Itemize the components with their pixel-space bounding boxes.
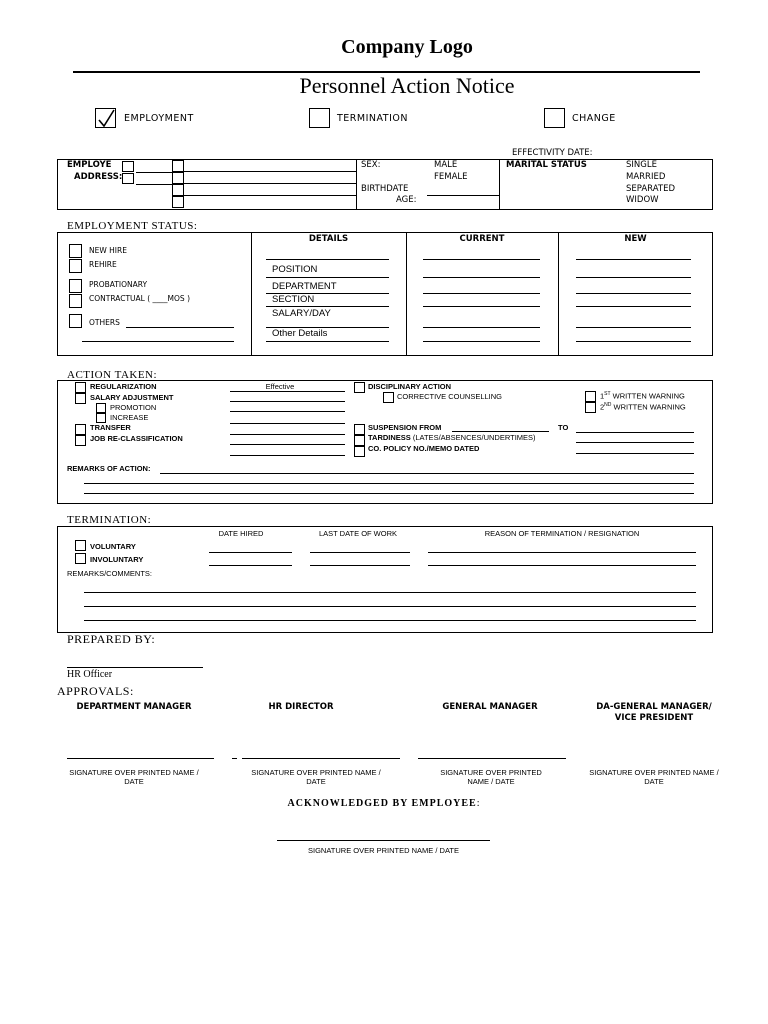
age-label: AGE: [396,195,417,205]
hr-officer-label: HR Officer [67,669,113,680]
contractual-label: CONTRACTUAL ( ____MOS ) [89,294,190,303]
warning-1-sup: ST [604,391,611,397]
marital-status-label: MARITAL STATUS [506,160,587,170]
marital-widow[interactable]: WIDOW [626,195,659,205]
new-hire-checkbox[interactable] [69,244,82,258]
last-date-header: LAST DATE OF WORK [318,529,398,538]
effective-field-6[interactable] [230,444,345,445]
status-divider-2 [406,232,407,356]
new-field-4[interactable] [576,306,691,307]
warning-2-sup: ND [604,402,612,408]
col-new: NEW [624,234,647,244]
employee-box-1[interactable] [122,161,134,172]
termination-label: TERMINATION [337,113,408,124]
role-hr-director: HR DIRECTOR [268,702,334,712]
action-taken-title-b: EN: [137,369,158,381]
info-divider-2 [499,159,500,210]
acknowledged-title [0,798,768,809]
current-field-6[interactable] [423,341,540,342]
suspension-label: SUSPENSION FROM [368,423,442,432]
hr-director-signature-line[interactable] [242,758,400,759]
termination-checkbox[interactable] [309,108,330,128]
company-logo: Company Logo [341,36,473,58]
term-remarks-line-3[interactable] [84,620,696,621]
warning-1-checkbox[interactable] [585,391,596,402]
sig-caption-2-line2: DATE [306,777,326,786]
remarks-line-2[interactable] [84,483,694,484]
warning-1-num: 1 [600,391,605,401]
remarks-comments-label: REMARKS/COMMENTS: [67,569,153,578]
detail-line-0 [266,259,389,260]
date-hired-field-1[interactable] [209,552,292,553]
role-vice-president: VICE PRESIDENT [614,713,694,723]
sig-caption-1-line1: SIGNATURE OVER PRINTED NAME / [69,768,199,777]
current-field-3[interactable] [423,293,540,294]
transfer-label: TRANSFER [90,423,131,432]
name-line [184,171,356,172]
status-divider-3 [558,232,559,356]
others-line-1 [126,327,234,328]
current-field-5[interactable] [423,327,540,328]
last-date-field-2[interactable] [310,565,410,566]
effective-field-1[interactable] [230,391,345,392]
prepared-by-title: PREPARED BY: [67,632,156,646]
others-line-2 [82,341,234,342]
effective-field-5[interactable] [230,434,345,435]
change-checkbox[interactable] [544,108,565,128]
marital-separated[interactable]: SEPARATED [626,184,675,194]
birthdate-label: BIRTHDATE [361,184,409,194]
sex-male[interactable]: MALE [434,160,458,170]
role-general-manager: GENERAL MANAGER [442,702,538,712]
new-field-2[interactable] [576,277,691,278]
signature-line-mark [232,758,237,759]
acknowledged-title-text: ACKNOWLEDGED BY EMPLOYEE [287,798,477,809]
detail-line-3 [266,306,389,307]
general-manager-signature-line[interactable] [418,758,566,759]
term-remarks-line-2[interactable] [84,606,696,607]
approvals-title: APPROVALS: [57,684,134,698]
warning-2-num: 2 [600,402,605,412]
probationary-checkbox[interactable] [69,279,82,293]
corrective-checkbox[interactable] [383,392,394,403]
birthdate-line [427,195,499,196]
policy-checkbox[interactable] [354,446,365,457]
new-field-3[interactable] [576,293,691,294]
address-line-3 [184,195,356,196]
tardiness-field[interactable] [576,442,694,443]
transfer-checkbox[interactable] [75,424,86,435]
policy-field[interactable] [576,453,694,454]
marital-married[interactable]: MARRIED [626,172,666,182]
effective-field-4[interactable] [230,423,345,424]
col-current: CURRENT [459,234,505,244]
new-field-6[interactable] [576,341,691,342]
address-box-3[interactable] [172,184,184,196]
voluntary-label: VOLUNTARY [90,542,136,551]
checkmark-icon [96,109,117,129]
role-department-manager: DEPARTMENT MANAGER [76,702,192,712]
contractual-checkbox[interactable] [69,294,82,308]
tardiness-detail: (LATES/ABSENCES/UNDERTIMES) [410,433,536,442]
detail-line-1 [266,277,389,278]
suspension-checkbox[interactable] [354,424,365,435]
acknowledged-colon: : [476,798,481,809]
new-field-1[interactable] [576,259,691,260]
termination-title-a: TERMINATI [67,514,131,526]
employee-signature-line[interactable] [277,840,490,841]
termination-title [67,514,151,526]
remarks-line-3[interactable] [84,493,694,494]
employment-checkbox[interactable] [95,108,116,128]
promotion-checkbox[interactable] [96,403,106,413]
address-line-1 [136,184,176,185]
termination-title-b: ON: [130,514,152,526]
effective-label: Effective [265,382,295,391]
detail-line-5 [266,341,389,342]
address-box-2[interactable] [172,172,184,184]
detail-position: POSITION [272,264,318,275]
job-reclass-checkbox[interactable] [75,435,86,446]
salary-adjustment-label: SALARY ADJUSTMENT [90,393,174,402]
dept-manager-signature-line[interactable] [67,758,214,759]
suspension-from-field[interactable] [452,431,549,432]
regularization-checkbox[interactable] [75,382,86,393]
current-field-4[interactable] [423,306,540,307]
employee-box-2[interactable] [172,160,184,172]
suspension-to-field[interactable] [576,432,694,433]
date-hired-header: DATE HIRED [218,529,264,538]
sig-caption-2 [233,768,399,786]
form-title: Personnel Action Notice [299,73,515,98]
effective-field-3[interactable] [230,411,345,412]
info-divider-1 [356,159,357,210]
last-date-field-1[interactable] [310,552,410,553]
address-box-4[interactable] [172,196,184,208]
others-label: OTHERS [89,318,120,327]
address-box-1[interactable] [122,173,134,184]
effective-field-2[interactable] [230,401,345,402]
status-divider-1 [251,232,252,356]
sig-caption-3-line2: NAME / DATE [467,777,515,786]
tardiness-checkbox[interactable] [354,435,365,446]
warning-1-text: WRITTEN WARNING [610,391,685,401]
warning-1-label [600,391,685,401]
disciplinary-checkbox[interactable] [354,382,365,393]
increase-label: INCREASE [110,413,149,422]
address-label: ADDRESS: [74,172,123,182]
termination-box [57,526,713,633]
warning-2-checkbox[interactable] [585,402,596,413]
disciplinary-label: DISCIPLINARY ACTION [368,382,452,391]
effective-field-7[interactable] [230,455,345,456]
current-field-1[interactable] [423,259,540,260]
employment-status-title: EMPLOYMENT STATUS: [67,220,198,232]
reason-field-1[interactable] [428,552,696,553]
tardiness-label [368,433,536,442]
sig-caption-3 [420,768,562,786]
reason-header: REASON OF TERMINATION / RESIGNATION [484,529,640,538]
hr-officer-signature-line[interactable] [67,667,203,668]
reason-field-2[interactable] [428,565,696,566]
change-label: CHANGE [572,113,616,124]
term-remarks-line-1[interactable] [84,592,696,593]
date-hired-field-2[interactable] [209,565,292,566]
action-taken-title-a: ACTION TAK [67,369,138,381]
corrective-label: CORRECTIVE COUNSELLING [397,392,503,401]
detail-salary: SALARY/DAY [272,308,331,319]
employment-label: EMPLOYMENT [124,113,194,124]
warning-2-text: WRITTEN WARNING [611,402,686,412]
rehire-checkbox[interactable] [69,259,82,273]
involuntary-label: INVOLUNTARY [90,555,144,564]
sig-caption-2-line1: SIGNATURE OVER PRINTED NAME / [251,768,381,777]
employee-label: EMPLOYE [67,160,112,170]
probationary-label: PROBATIONARY [89,280,148,289]
current-field-2[interactable] [423,277,540,278]
tardiness-bold: TARDINESS [368,433,411,442]
suspension-to-label: TO [558,423,569,432]
new-field-5[interactable] [576,327,691,328]
sig-caption-1-line2: DATE [124,777,144,786]
voluntary-checkbox[interactable] [75,540,86,551]
others-checkbox[interactable] [69,314,82,328]
employee-line-1 [136,172,176,173]
detail-other: Other Details [272,328,328,339]
effectivity-date-label: EFFECTIVITY DATE: [512,148,593,158]
job-reclass-label: JOB RE-CLASSIFICATION [90,434,183,443]
salary-adjustment-checkbox[interactable] [75,393,86,404]
remarks-of-action-label: REMARKS OF ACTION: [67,464,151,473]
col-details: DETAILS [308,234,349,244]
regularization-label: REGULARIZATION [90,382,157,391]
sig-caption-4 [572,768,736,786]
sig-caption-1 [52,768,216,786]
employee-signature-caption: SIGNATURE OVER PRINTED NAME / DATE [308,846,459,855]
sig-caption-4-line2: DATE [644,777,664,786]
detail-section: SECTION [272,294,315,305]
sex-female[interactable]: FEMALE [434,172,468,182]
sig-caption-4-line1: SIGNATURE OVER PRINTED NAME / [589,768,719,777]
involuntary-checkbox[interactable] [75,553,86,564]
warning-2-label [600,402,686,412]
role-da-general-manager: DA-GENERAL MANAGER/ [596,702,712,712]
rehire-label: REHIRE [89,260,117,269]
policy-label: CO. POLICY NO./MEMO DATED [368,444,480,453]
sex-label: SEX: [361,160,381,170]
detail-department: DEPARTMENT [272,281,337,292]
promotion-label: PROMOTION [110,403,157,412]
marital-single[interactable]: SINGLE [626,160,657,170]
sig-caption-3-line1: SIGNATURE OVER PRINTED [440,768,542,777]
remarks-line-1[interactable] [160,473,694,474]
new-hire-label: NEW HIRE [89,246,127,255]
increase-checkbox[interactable] [96,413,106,423]
address-line-2 [184,183,356,184]
